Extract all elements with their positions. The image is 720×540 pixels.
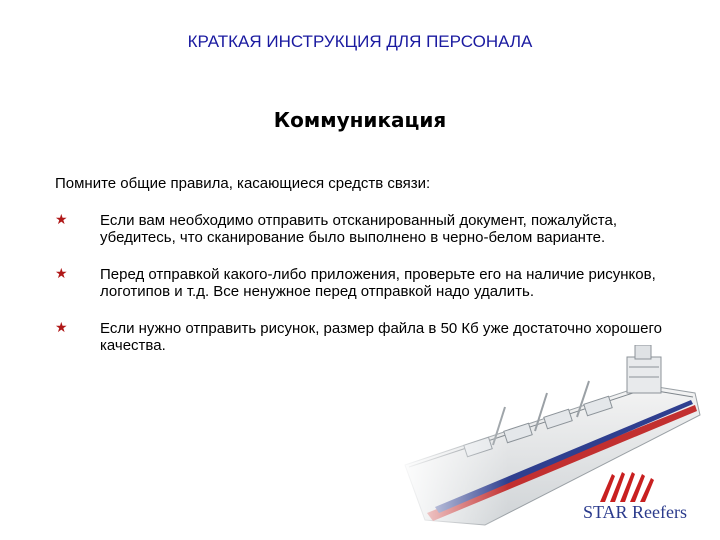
bullet-item — [55, 212, 675, 246]
star-icon: ★ — [55, 211, 68, 227]
bullet-item — [55, 266, 675, 300]
star-icon: ★ — [55, 319, 68, 335]
bullet-text: Если вам необходимо отправить отсканированный документ, пожалуйста, убедитесь, что сканирование было выполнено в черно-белом варианте. — [100, 212, 617, 246]
star-reefers-logo — [560, 470, 710, 530]
slide-header-title: КРАТКАЯ ИНСТРУКЦИЯ ДЛЯ ПЕРСОНАЛА — [187, 32, 533, 51]
bullet-text: Если нужно отправить рисунок, размер файла в 50 Кб уже достаточно хорошего качества. — [100, 320, 662, 354]
star-icon: ★ — [55, 265, 68, 281]
logo-mark-icon — [560, 470, 710, 504]
section-title: Коммуникация — [273, 108, 447, 132]
bullet-text: Перед отправкой какого-либо приложения, проверьте его на наличие рисунков, логотипов и т.д. Все ненужное перед отправкой надо удалить. — [100, 266, 656, 300]
intro-text: Помните общие правила, касающиеся средств связи: — [55, 175, 431, 192]
logo-text: STAR Reefers — [582, 502, 688, 522]
